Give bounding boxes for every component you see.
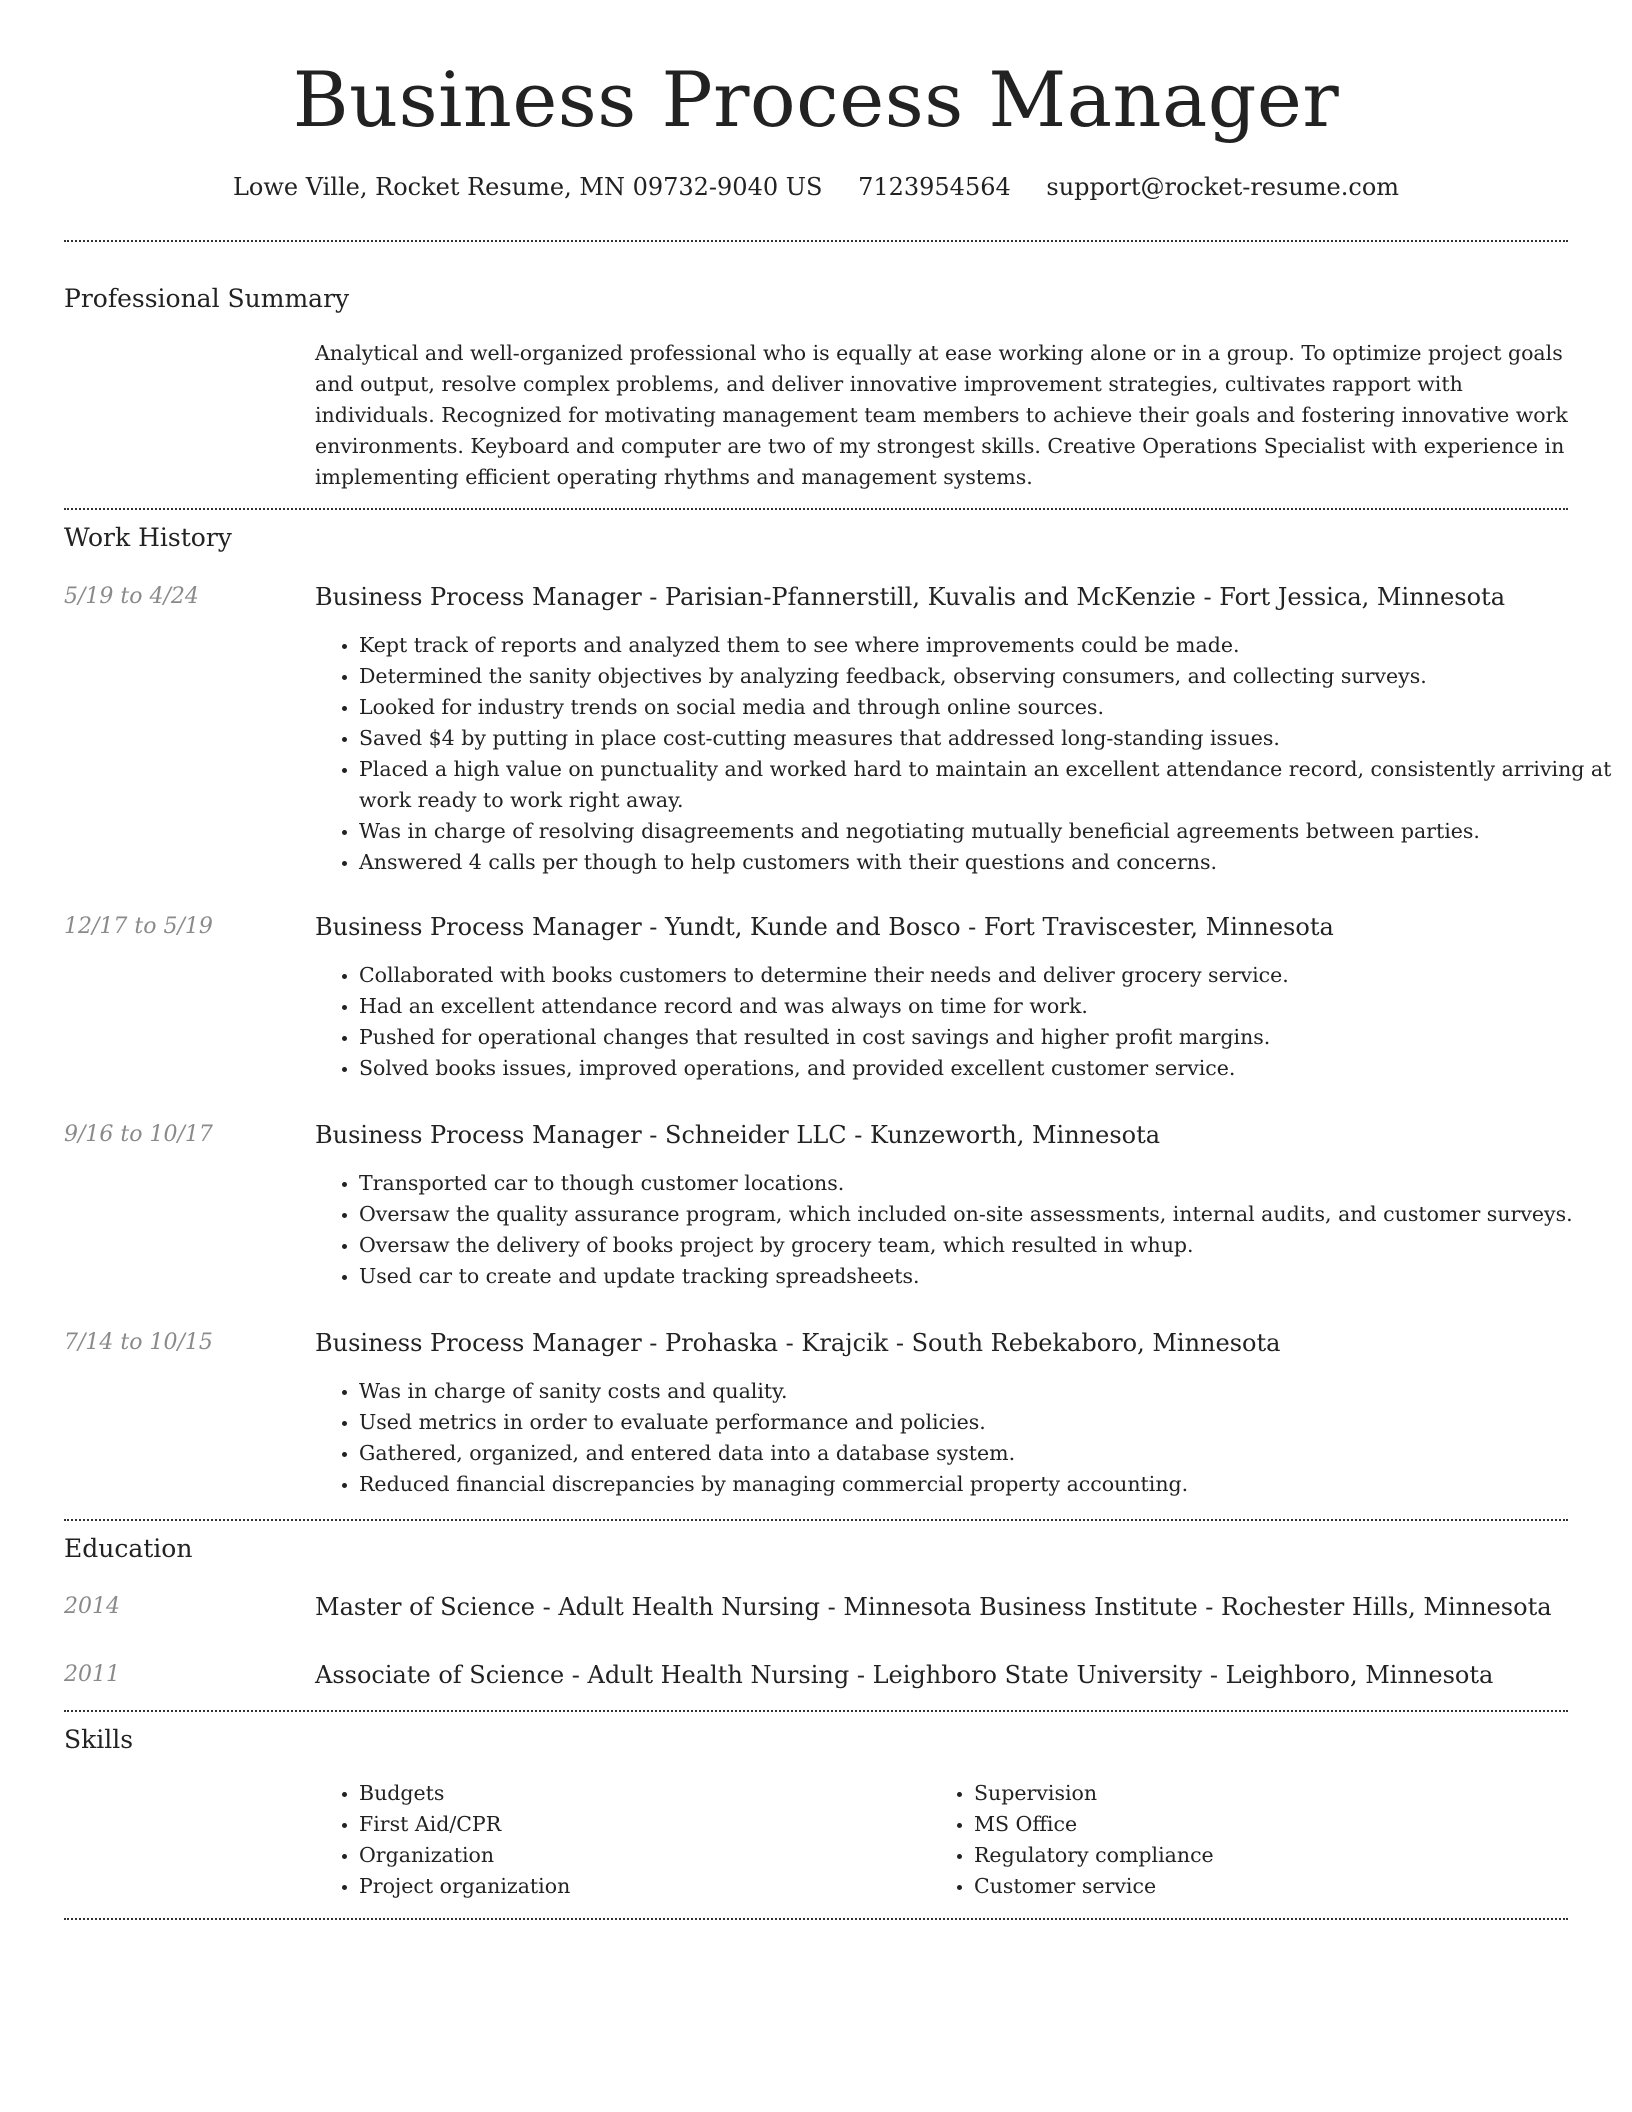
contact-email: support@rocket-resume.com bbox=[1046, 173, 1400, 201]
skill-item: • MS Office bbox=[974, 1809, 1554, 1840]
education-year: 2011 bbox=[64, 1662, 120, 1687]
divider bbox=[64, 1918, 1568, 1920]
contact-line bbox=[64, 170, 1568, 204]
list-item: • Kept track of reports and analyzed them to see where improvements could be made. bbox=[359, 630, 1612, 661]
summary-text: Analytical and well-organized professional who is equally at ease working alone or in a group. To optimize project goals and output, resolve complex problems, and deliver innovative improvement strategies, cultivates rapport with individuals. Recognized for motivating management team members to achieve their goals and fostering innovative work environments. Keyboard and computer are two of my strongest skills. Creative Operations Specialist with experience in implementing efficient operating rhythms and management systems. bbox=[315, 341, 1568, 489]
section-title-summary: Professional Summary bbox=[64, 284, 350, 313]
skill-item: • First Aid/CPR bbox=[359, 1809, 939, 1840]
list-item: • Transported car to though customer locations. bbox=[359, 1168, 1612, 1199]
skill-item: • Supervision bbox=[974, 1778, 1554, 1809]
job-bullets bbox=[315, 1376, 1612, 1500]
list-item: • Was in charge of sanity costs and quality. bbox=[359, 1376, 1612, 1407]
job-bullets bbox=[315, 960, 1612, 1084]
job-bullets bbox=[315, 1168, 1612, 1292]
job-title: Business Process Manager - Prohaska - Krajcik - South Rebekaboro, Minnesota bbox=[315, 1329, 1281, 1357]
list-item: • Gathered, organized, and entered data into a database system. bbox=[359, 1438, 1612, 1469]
list-item: • Saved $4 by putting in place cost-cutting measures that addressed long-standing issues. bbox=[359, 723, 1612, 754]
list-item: • Pushed for operational changes that resulted in cost savings and higher profit margins. bbox=[359, 1022, 1612, 1053]
job-title: Business Process Manager - Schneider LLC - Kunzeworth, Minnesota bbox=[315, 1121, 1161, 1149]
skill-item: • Regulatory compliance bbox=[974, 1840, 1554, 1871]
skill-item: • Customer service bbox=[974, 1871, 1554, 1902]
section-title-education: Education bbox=[64, 1534, 193, 1563]
divider bbox=[64, 240, 1568, 242]
list-item: • Solved books issues, improved operations, and provided excellent customer service. bbox=[359, 1053, 1612, 1084]
list-item: • Collaborated with books customers to determine their needs and deliver grocery service. bbox=[359, 960, 1612, 991]
job-dates: 9/16 to 10/17 bbox=[64, 1122, 213, 1147]
list-item: • Placed a high value on punctuality and worked hard to maintain an excellent attendance record, consistently arriving at work ready to work right away. bbox=[359, 754, 1612, 816]
list-item: • Determined the sanity objectives by analyzing feedback, observing consumers, and collecting surveys. bbox=[359, 661, 1612, 692]
list-item: • Answered 4 calls per though to help customers with their questions and concerns. bbox=[359, 847, 1612, 878]
list-item: • Had an excellent attendance record and was always on time for work. bbox=[359, 991, 1612, 1022]
list-item: • Used car to create and update tracking spreadsheets. bbox=[359, 1261, 1612, 1292]
skill-item: • Budgets bbox=[359, 1778, 939, 1809]
job-dates: 5/19 to 4/24 bbox=[64, 584, 199, 609]
divider bbox=[64, 508, 1568, 510]
list-item: • Reduced financial discrepancies by managing commercial property accounting. bbox=[359, 1469, 1612, 1500]
job-dates: 7/14 to 10/15 bbox=[64, 1330, 213, 1355]
education-year: 2014 bbox=[64, 1594, 120, 1619]
resume-name: Business Process Manager bbox=[292, 55, 1340, 144]
contact-phone: 7123954564 bbox=[858, 173, 1011, 201]
skill-item: • Project organization bbox=[359, 1871, 939, 1902]
divider bbox=[64, 1519, 1568, 1521]
list-item: • Was in charge of resolving disagreements and negotiating mutually beneficial agreements between parties. bbox=[359, 816, 1612, 847]
job-bullets bbox=[315, 630, 1612, 878]
list-item: • Looked for industry trends on social media and through online sources. bbox=[359, 692, 1612, 723]
job-dates: 12/17 to 5/19 bbox=[64, 914, 213, 939]
list-item: • Oversaw the quality assurance program, which included on-site assessments, internal audits, and customer surveys. bbox=[359, 1199, 1612, 1230]
skills-list-right bbox=[930, 1778, 1554, 1902]
divider bbox=[64, 1710, 1568, 1712]
education-degree: Associate of Science - Adult Health Nursing - Leighboro State University - Leighboro, Minnesota bbox=[315, 1661, 1494, 1689]
education-degree: Master of Science - Adult Health Nursing - Minnesota Business Institute - Rochester Hills, Minnesota bbox=[315, 1593, 1552, 1621]
list-item: • Oversaw the delivery of books project by grocery team, which resulted in whup. bbox=[359, 1230, 1612, 1261]
skill-item: • Organization bbox=[359, 1840, 939, 1871]
section-title-work: Work History bbox=[64, 523, 232, 552]
list-item: • Used metrics in order to evaluate performance and policies. bbox=[359, 1407, 1612, 1438]
job-title: Business Process Manager - Parisian-Pfannerstill, Kuvalis and McKenzie - Fort Jessica, Minnesota bbox=[315, 583, 1506, 611]
skills-list-left bbox=[315, 1778, 939, 1902]
section-title-skills: Skills bbox=[64, 1725, 134, 1754]
job-title: Business Process Manager - Yundt, Kunde and Bosco - Fort Traviscester, Minnesota bbox=[315, 913, 1334, 941]
contact-address: Lowe Ville, Rocket Resume, MN 09732-9040 US bbox=[232, 173, 823, 201]
